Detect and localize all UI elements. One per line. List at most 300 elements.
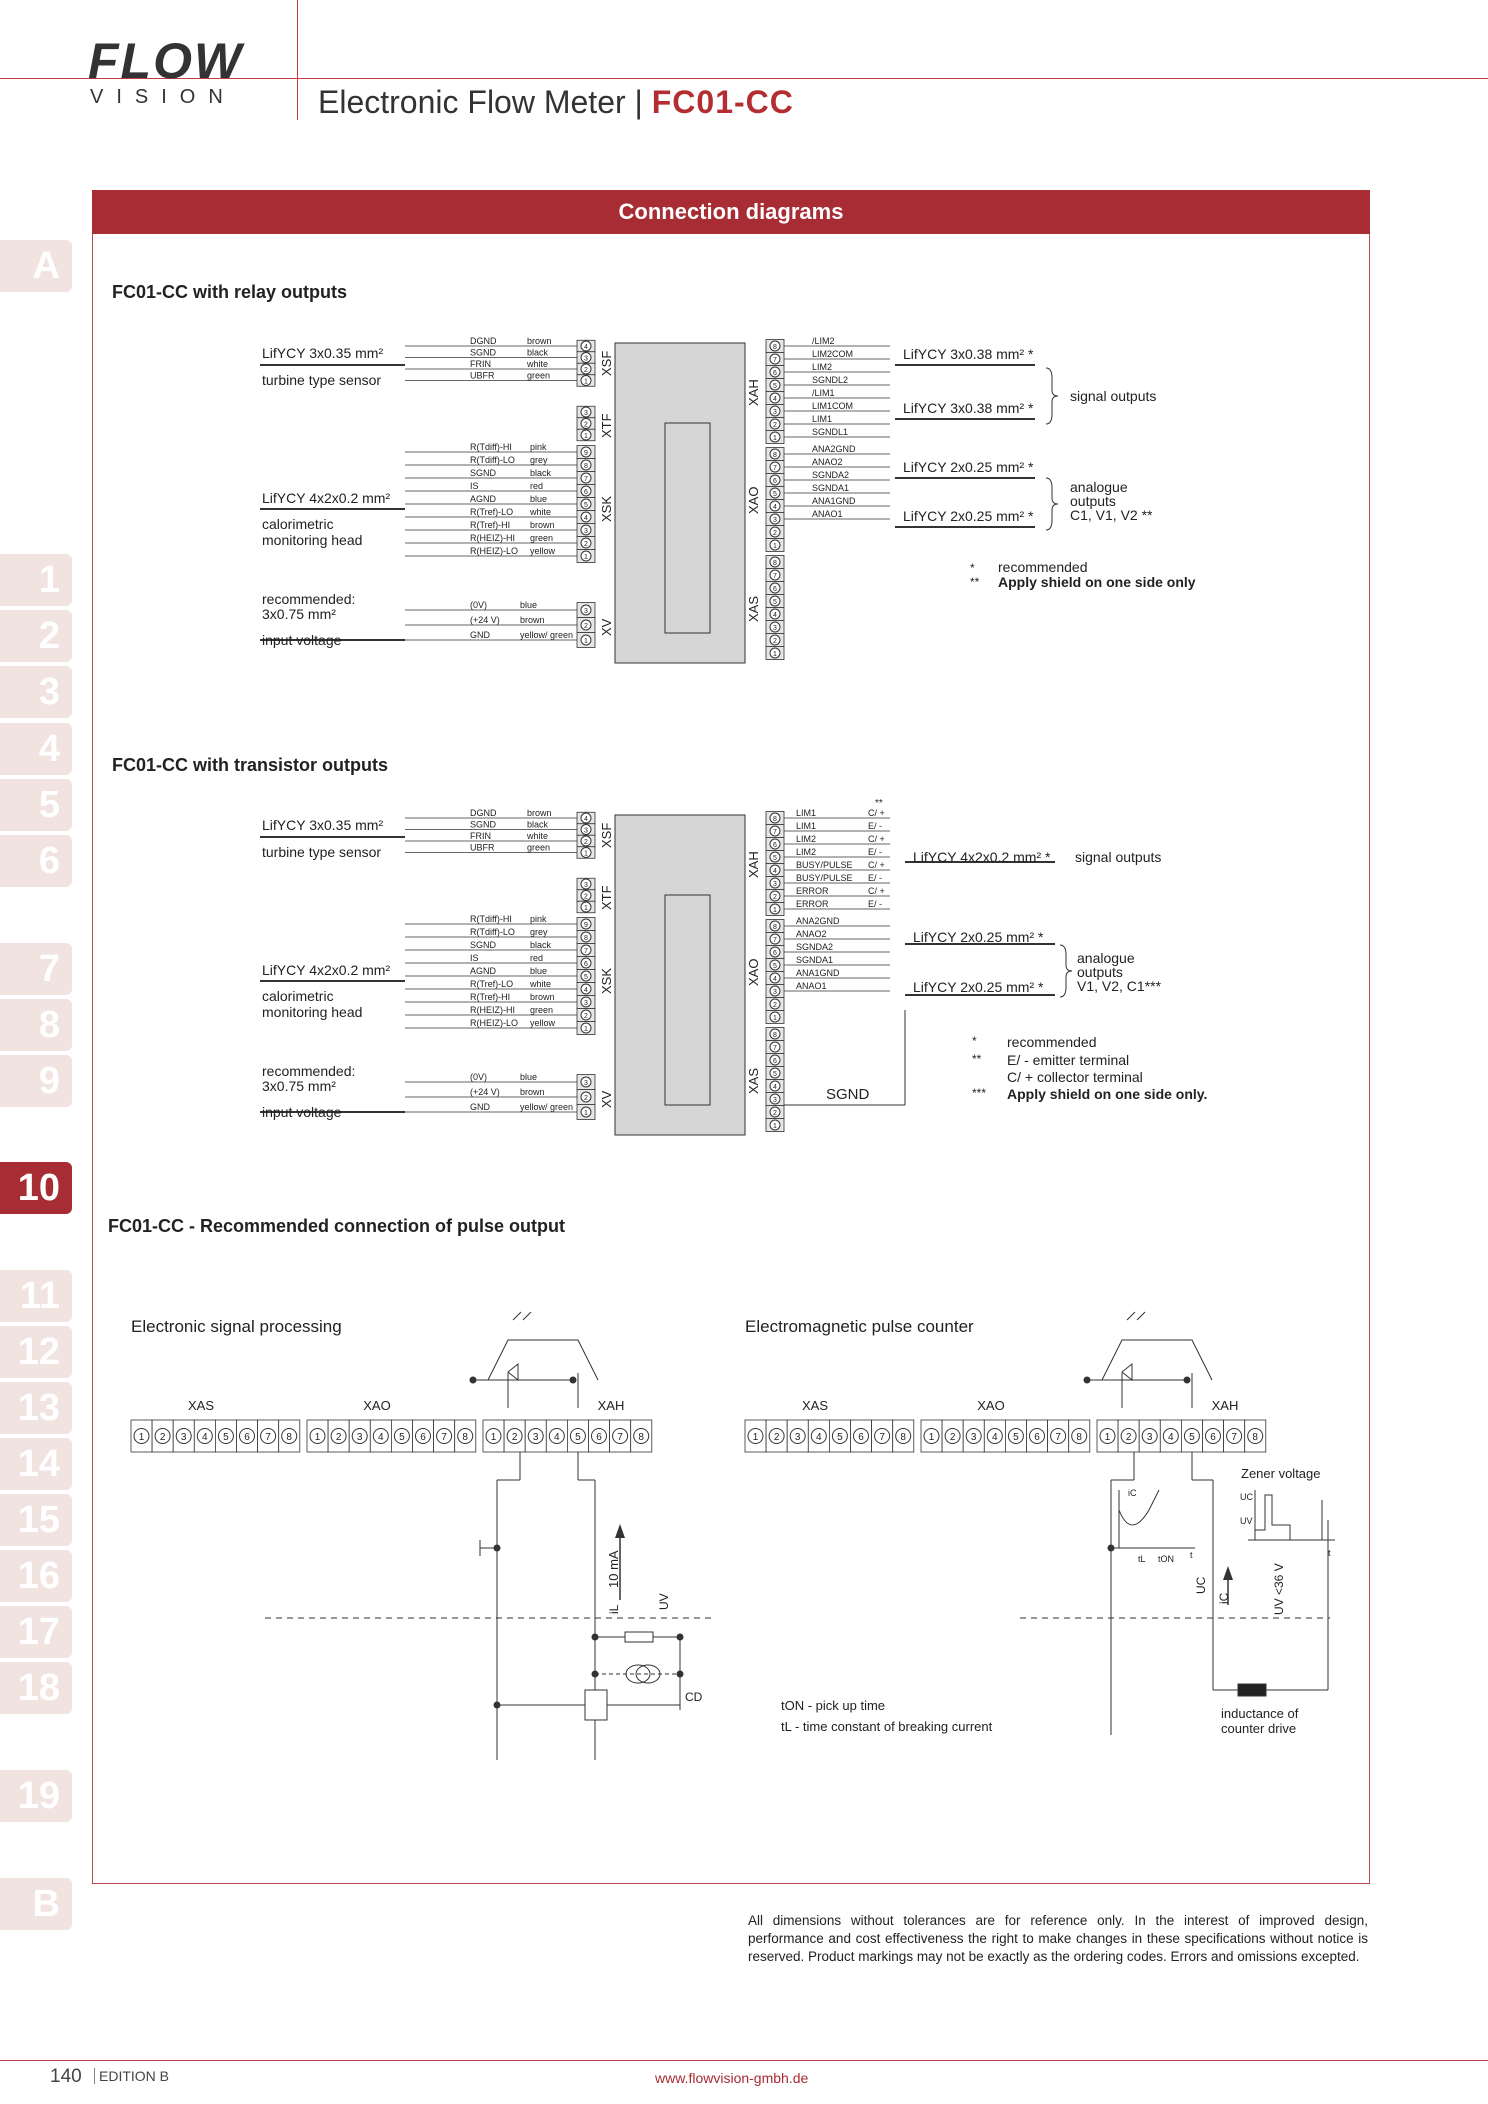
xao-signal: SGNDA1 <box>812 483 850 493</box>
xao-signal: ANA2GND <box>796 916 840 926</box>
chapter-tab-1[interactable]: 1 <box>0 554 72 606</box>
junction <box>677 1671 683 1677</box>
xas-terminal-num: 7 <box>773 573 777 580</box>
xao-terminal-num: 1 <box>773 543 777 550</box>
xah-signal: LIM2 <box>796 834 817 844</box>
xsf-color: brown <box>527 336 552 346</box>
xah-signal: SGNDL2 <box>812 375 849 385</box>
xah-terminal-num: 4 <box>773 868 777 875</box>
chapter-tab-A[interactable]: A <box>0 240 72 292</box>
xah-terminal-num: 4 <box>773 396 777 403</box>
xv-signal: (+24 V) <box>470 615 500 625</box>
resistor <box>625 1632 653 1642</box>
xao-terminal-num: 4 <box>773 976 777 983</box>
xao-terminal-num: 5 <box>773 491 777 498</box>
group-label: analogue <box>1077 950 1135 966</box>
cable-purpose: monitoring head <box>262 1004 363 1020</box>
xsf-signal: DGND <box>470 808 497 818</box>
strip-xao-num: 1 <box>928 1432 935 1443</box>
cable-purpose: input voltage <box>262 632 342 648</box>
xah-terminal-num: 8 <box>773 816 777 823</box>
graph-label: iC <box>1128 1488 1137 1498</box>
strip-xas-num: 5 <box>837 1432 843 1443</box>
xsk-signal: R(HEIZ)-LO <box>470 1018 518 1028</box>
xah-signal: /LIM1 <box>812 388 835 398</box>
xsf-terminal-num: 1 <box>584 850 588 858</box>
disclaimer: All dimensions without tolerances are for reference only. In the interest of improved design, performance and cost effectiveness the right to make changes in these specifications without notice is reserved. Product markings may not be exactly as the ordering codes. Errors and omissions excepted. <box>748 1913 1368 1964</box>
note-mark: ** <box>875 798 883 809</box>
xsk-terminal-num: 4 <box>584 515 588 522</box>
xtf-terminal-num: 2 <box>584 421 588 429</box>
current-label: 10 mA <box>606 1550 621 1588</box>
strip-xas-num: 6 <box>244 1432 250 1443</box>
uv-max-label: UV <36 V <box>1272 1563 1286 1615</box>
xao-signal: ANA1GND <box>796 968 840 978</box>
xsf-color: white <box>527 831 549 841</box>
xah-label: XAH <box>746 851 761 878</box>
xv-signal: GND <box>470 630 490 640</box>
group-label: signal outputs <box>1075 849 1162 865</box>
strip-xah-num: 6 <box>596 1432 602 1443</box>
cable-spec: LifYCY 2x0.25 mm² * <box>913 929 1044 945</box>
ton-note: tON - pick up time <box>781 1698 886 1713</box>
xao-signal: SGNDA2 <box>812 470 850 480</box>
xah-terminal-num: 6 <box>773 842 777 849</box>
strip-xah-num: 4 <box>554 1432 560 1443</box>
group-label: signal outputs <box>1070 388 1157 404</box>
xv-color: yellow/ green <box>520 1102 574 1112</box>
xsk-signal: SGND <box>470 468 497 478</box>
xao-signal: SGNDA1 <box>796 955 834 965</box>
chapter-tab-16[interactable]: 16 <box>0 1550 72 1602</box>
chapter-tab-19[interactable]: 19 <box>0 1770 72 1822</box>
xv-terminal-num: 1 <box>584 638 588 645</box>
xsf-signal: UBFR <box>470 842 495 853</box>
strip-xao-num: 3 <box>356 1432 363 1443</box>
xah-terminal-num: 7 <box>773 357 777 364</box>
xsk-terminal-num: 9 <box>584 922 588 929</box>
brace <box>1060 945 1072 997</box>
xv-label: XV <box>599 618 614 636</box>
xas-terminal-num: 1 <box>773 1123 777 1130</box>
xao-signal: ANAO1 <box>796 981 827 991</box>
section-group <box>260 808 890 1135</box>
xao-terminal-num: 3 <box>773 517 777 524</box>
xsk-color: green <box>530 533 554 543</box>
strip-xah-num: 8 <box>638 1432 644 1443</box>
strip-xao-num: 4 <box>378 1432 384 1443</box>
xsk-signal: IS <box>470 481 479 491</box>
note-text: E/ - emitter terminal <box>1007 1052 1130 1068</box>
chapter-tab-7[interactable]: 7 <box>0 943 72 995</box>
xao-terminal-num: 7 <box>773 937 777 944</box>
xv-signal: (+24 V) <box>470 1087 500 1097</box>
strip-xao-num: 7 <box>441 1432 447 1443</box>
xsk-signal: R(Tref)-LO <box>470 507 514 517</box>
xsk-signal: R(Tref)-HI <box>470 992 511 1002</box>
xsk-terminal-num: 1 <box>584 1026 588 1033</box>
xsf-signal: SGND <box>470 819 497 830</box>
note-mark: *** <box>972 1086 987 1100</box>
voltage-curve <box>1255 1495 1322 1540</box>
cable-spec: LifYCY 2x0.25 mm² * <box>913 979 1044 995</box>
footer-rule <box>0 2060 1488 2061</box>
xas-terminal-num: 8 <box>773 560 777 567</box>
xsk-color: red <box>530 953 544 963</box>
note-mark: ** <box>972 1052 982 1066</box>
xsk-terminal-num: 5 <box>584 974 588 981</box>
xsf-terminal-num: 4 <box>584 816 588 823</box>
xah-label: XAH <box>746 379 761 406</box>
xsk-color: pink <box>530 914 547 924</box>
xah-signal: LIM1 <box>796 821 817 831</box>
strip-xah-num: 1 <box>1104 1432 1111 1443</box>
strip-xah-num: 6 <box>1210 1432 1216 1443</box>
xsk-color: pink <box>530 442 547 452</box>
note-text: Apply shield on one side only <box>998 574 1196 590</box>
strip-xao-num: 4 <box>992 1432 998 1443</box>
strip-xah-num: 2 <box>511 1432 518 1443</box>
graph-label: tL <box>1138 1554 1146 1564</box>
strip-xah-num: 7 <box>617 1432 623 1443</box>
graph-label: t <box>1328 1548 1331 1558</box>
xah-polarity: C/ + <box>868 808 885 818</box>
block-label: XAH <box>1211 1398 1239 1413</box>
xsk-signal: AGND <box>470 966 497 976</box>
xao-terminal-num: 6 <box>773 478 777 485</box>
xtf-terminal-num: 1 <box>584 433 588 440</box>
brace <box>1046 368 1058 424</box>
xah-polarity: E/ - <box>868 873 883 883</box>
cable-purpose: input voltage <box>262 1104 342 1120</box>
chapter-tab-14[interactable]: 14 <box>0 1438 72 1490</box>
strip-xao-num: 5 <box>399 1432 405 1443</box>
light-arrows <box>513 1312 531 1320</box>
xas-terminal-num: 3 <box>773 625 777 632</box>
xtf-terminal-num: 1 <box>584 905 588 912</box>
xsk-terminal-num: 8 <box>584 463 588 470</box>
xsk-signal: R(Tref)-HI <box>470 520 511 530</box>
cable-purpose: calorimetric <box>262 988 334 1004</box>
xsf-color: green <box>527 842 551 853</box>
xv-signal: (0V) <box>470 1072 488 1082</box>
xah-terminal-num: 3 <box>773 881 777 888</box>
xas-label: XAS <box>746 1067 761 1094</box>
xsk-terminal-num: 3 <box>584 528 588 535</box>
xas-terminal-num: 2 <box>773 1110 777 1117</box>
chapter-tab-10[interactable]: 10 <box>0 1162 72 1214</box>
xah-terminal-num: 5 <box>773 855 777 862</box>
block-label: XAS <box>801 1398 829 1413</box>
xsk-color: yellow <box>530 546 556 556</box>
xsf-signal: FRIN <box>470 359 491 369</box>
junction <box>570 1377 576 1383</box>
strip-xah-num: 8 <box>1252 1432 1258 1443</box>
group-label: outputs <box>1070 493 1116 509</box>
uc-label: UC <box>1194 1576 1208 1594</box>
xsk-signal: R(Tdiff)-HI <box>470 914 512 924</box>
xah-terminal-num: 3 <box>773 409 777 416</box>
section-group <box>260 336 890 663</box>
xao-terminal-num: 4 <box>773 504 777 511</box>
xah-signal: LIM2 <box>812 362 833 372</box>
diode <box>508 1364 518 1380</box>
strip-xao-num: 5 <box>1013 1432 1019 1443</box>
strip-xao-num: 8 <box>1076 1432 1082 1443</box>
xsk-color: green <box>530 1005 554 1015</box>
xao-signal: ANA2GND <box>812 444 856 454</box>
xsk-terminal-num: 9 <box>584 450 588 457</box>
xsk-signal: SGND <box>470 940 497 950</box>
chapter-tab-12[interactable]: 12 <box>0 1326 72 1378</box>
xah-signal: LIM1COM <box>812 401 854 411</box>
xtf-terminal-num: 3 <box>584 882 588 889</box>
chapter-tab-6[interactable]: 6 <box>0 835 72 887</box>
xsk-color: brown <box>530 520 555 530</box>
xah-polarity: C/ + <box>868 860 885 870</box>
xsf-label: XSF <box>599 350 614 376</box>
strip-xas-num: 3 <box>180 1432 187 1443</box>
xsk-terminal-num: 5 <box>584 502 588 509</box>
chapter-tab-4[interactable]: 4 <box>0 723 72 775</box>
chapter-tab-13[interactable]: 13 <box>0 1382 72 1434</box>
opto-outline <box>1102 1340 1212 1380</box>
logo-main-text: FLOW <box>88 33 244 89</box>
strip-xas-num: 8 <box>286 1432 292 1443</box>
cable-spec: LifYCY 3x0.35 mm² <box>262 817 384 833</box>
cable-spec: 3x0.75 mm² <box>262 606 336 622</box>
xah-signal: LIM1 <box>812 414 833 424</box>
cable-purpose: turbine type sensor <box>262 372 382 388</box>
xsk-signal: R(HEIZ)-HI <box>470 1005 515 1015</box>
cable-purpose: turbine type sensor <box>262 844 382 860</box>
graph-label: UC <box>1240 1492 1253 1502</box>
block-label: XAS <box>187 1398 215 1413</box>
xah-signal: LIM1 <box>796 808 817 818</box>
junction <box>1108 1545 1114 1551</box>
xah-signal: ERROR <box>796 886 829 896</box>
xv-terminal-num: 2 <box>584 1095 588 1102</box>
xah-terminal-num: 6 <box>773 370 777 377</box>
xsf-color: black <box>527 819 549 830</box>
cable-spec: LifYCY 3x0.38 mm² * <box>903 346 1034 362</box>
xsf-terminal-num: 3 <box>584 355 588 363</box>
xsk-signal: R(Tdiff)-HI <box>470 442 512 452</box>
xsk-terminal-num: 7 <box>584 948 588 955</box>
chapter-tab-3[interactable]: 3 <box>0 666 72 718</box>
xsk-signal: IS <box>470 953 479 963</box>
xsk-terminal-num: 6 <box>584 489 588 496</box>
current-curve <box>1119 1490 1159 1525</box>
xsf-terminal-num: 2 <box>584 839 588 846</box>
section1-title: FC01-CC with relay outputs <box>112 282 348 302</box>
xsk-terminal-num: 6 <box>584 961 588 968</box>
strip-xas-num: 1 <box>138 1432 145 1443</box>
strip-xah-num: 1 <box>490 1432 497 1443</box>
xsk-terminal-num: 3 <box>584 1000 588 1007</box>
strip-xah-num: 2 <box>1125 1432 1132 1443</box>
note-text: Apply shield on one side only. <box>1007 1086 1208 1102</box>
strip-xas-num: 7 <box>265 1432 271 1443</box>
xv-color: brown <box>520 1087 545 1097</box>
il-label: iL <box>607 1604 621 1614</box>
xsk-label: XSK <box>599 495 614 522</box>
xsk-color: yellow <box>530 1018 556 1028</box>
counter-device <box>585 1690 607 1720</box>
xas-terminal-num: 5 <box>773 1071 777 1078</box>
light-arrows <box>1127 1312 1145 1320</box>
xas-terminal-num: 5 <box>773 599 777 606</box>
chapter-tab-8[interactable]: 8 <box>0 999 72 1051</box>
diode <box>1122 1364 1132 1380</box>
chapter-tab-15[interactable]: 15 <box>0 1494 72 1546</box>
chapter-tab-11[interactable]: 11 <box>0 1270 72 1322</box>
website-link[interactable]: www.flowvision-gmbh.de <box>655 2070 809 2086</box>
strip-xas-num: 1 <box>752 1432 759 1443</box>
junction <box>494 1702 500 1708</box>
xsf-terminal-num: 3 <box>584 827 588 835</box>
model-name: FC01-CC <box>651 84 794 120</box>
cable-spec: LifYCY 3x0.35 mm² <box>262 345 384 361</box>
cable-spec: LifYCY 4x2x0.2 mm² * <box>913 849 1051 865</box>
strip-xah-num: 3 <box>1146 1432 1153 1443</box>
section1-right <box>895 346 1196 590</box>
xas-terminal-num: 1 <box>773 651 777 658</box>
xtf-label: XTF <box>599 413 614 438</box>
strip-xao-num: 6 <box>1034 1432 1040 1443</box>
xtf-terminal-num: 3 <box>584 410 588 417</box>
chapter-tab-9[interactable]: 9 <box>0 1055 72 1107</box>
xsf-label: XSF <box>599 822 614 848</box>
xsk-color: white <box>530 507 552 517</box>
strip-xas-num: 5 <box>223 1432 229 1443</box>
chapter-tab-B[interactable]: B <box>0 1878 72 1930</box>
block-label: XAO <box>977 1398 1005 1413</box>
strip-xas-num: 3 <box>794 1432 801 1443</box>
xv-terminal-num: 3 <box>584 608 588 615</box>
strip-xas-num: 2 <box>159 1432 166 1443</box>
xas-terminal-num: 2 <box>773 638 777 645</box>
cable-spec: LifYCY 3x0.38 mm² * <box>903 400 1034 416</box>
xv-signal: (0V) <box>470 600 488 610</box>
section-banner: Connection diagrams <box>92 190 1370 234</box>
cable-spec: LifYCY 4x2x0.2 mm² <box>262 962 391 978</box>
xsk-color: white <box>530 979 552 989</box>
strip-xah-num: 7 <box>1231 1432 1237 1443</box>
xsk-terminal-num: 2 <box>584 541 588 548</box>
sgnd-label: SGND <box>826 1086 870 1103</box>
junction <box>1184 1377 1190 1383</box>
strip-xah-num: 3 <box>532 1432 539 1443</box>
xah-signal: LIM2 <box>796 847 817 857</box>
inductance-coil <box>1238 1684 1266 1696</box>
xao-terminal-num: 6 <box>773 950 777 957</box>
xsk-signal: R(Tdiff)-LO <box>470 927 515 937</box>
xas-terminal-num: 8 <box>773 1032 777 1039</box>
group-label: outputs <box>1077 964 1123 980</box>
xsk-signal: R(Tref)-LO <box>470 979 514 989</box>
strip-xas-num: 4 <box>816 1432 822 1443</box>
xas-label: XAS <box>746 595 761 622</box>
xah-terminal-num: 1 <box>773 907 777 914</box>
chapter-tab-18[interactable]: 18 <box>0 1662 72 1714</box>
xao-signal: SGNDA2 <box>796 942 834 952</box>
chapter-tab-5[interactable]: 5 <box>0 779 72 831</box>
section3-group <box>131 1312 1335 1760</box>
xsk-color: black <box>530 468 552 478</box>
xsk-color: grey <box>530 455 548 465</box>
chapter-tab-17[interactable]: 17 <box>0 1606 72 1658</box>
xsk-terminal-num: 4 <box>584 987 588 994</box>
chapter-tab-2[interactable]: 2 <box>0 610 72 662</box>
graph-label: t <box>1190 1550 1193 1560</box>
xsk-color: black <box>530 940 552 950</box>
device-display <box>665 423 710 633</box>
xah-signal: LIM2COM <box>812 349 854 359</box>
xah-polarity: E/ - <box>868 899 883 909</box>
group-label: C1, V1, V2 ** <box>1070 507 1153 523</box>
junction <box>677 1634 683 1640</box>
xv-label: XV <box>599 1090 614 1108</box>
arrow-head <box>615 1524 625 1538</box>
xah-polarity: E/ - <box>868 847 883 857</box>
xao-terminal-num: 8 <box>773 924 777 931</box>
xsf-terminal-num: 1 <box>584 378 588 386</box>
strip-xas-num: 2 <box>773 1432 780 1443</box>
xsk-color: red <box>530 481 544 491</box>
xsk-label: XSK <box>599 967 614 994</box>
cable-spec: 3x0.75 mm² <box>262 1078 336 1094</box>
note-text: recommended <box>998 559 1088 575</box>
xsf-color: brown <box>527 808 552 818</box>
xah-signal: ERROR <box>796 899 829 909</box>
xsf-color: white <box>527 359 549 369</box>
note-mark: ** <box>970 575 980 589</box>
xao-terminal-num: 5 <box>773 963 777 970</box>
xah-terminal-num: 7 <box>773 829 777 836</box>
xv-terminal-num: 1 <box>584 1110 588 1117</box>
zener-label: Zener voltage <box>1241 1466 1321 1481</box>
xao-terminal-num: 2 <box>773 1002 777 1009</box>
strip-xao-num: 6 <box>420 1432 426 1443</box>
cable-spec: LifYCY 4x2x0.2 mm² <box>262 490 391 506</box>
logo-sub-text: VISION <box>90 86 236 108</box>
strip-xas-num: 8 <box>900 1432 906 1443</box>
group-label: V1, V2, C1*** <box>1077 978 1162 994</box>
xv-color: blue <box>520 1072 538 1082</box>
xas-terminal-num: 3 <box>773 1097 777 1104</box>
xsk-color: brown <box>530 992 555 1002</box>
xsf-signal: UBFR <box>470 370 495 381</box>
strip-xas-num: 4 <box>202 1432 208 1443</box>
xsf-signal: SGND <box>470 347 497 358</box>
xao-signal: ANAO2 <box>796 929 827 939</box>
xsf-color: green <box>527 370 551 381</box>
cable-spec: LifYCY 2x0.25 mm² * <box>903 508 1034 524</box>
cable-spec: recommended: <box>262 591 356 607</box>
xas-terminal-num: 4 <box>773 612 777 619</box>
xsk-terminal-num: 1 <box>584 554 588 561</box>
xah-signal: BUSY/PULSE <box>796 873 853 883</box>
strip-xao-num: 2 <box>335 1432 342 1443</box>
graph-label: UV <box>1240 1516 1253 1526</box>
xao-terminal-num: 1 <box>773 1015 777 1022</box>
junction <box>592 1671 598 1677</box>
xao-terminal-num: 2 <box>773 530 777 537</box>
xah-terminal-num: 2 <box>773 422 777 429</box>
block-label: XAO <box>363 1398 391 1413</box>
xv-color: blue <box>520 600 538 610</box>
